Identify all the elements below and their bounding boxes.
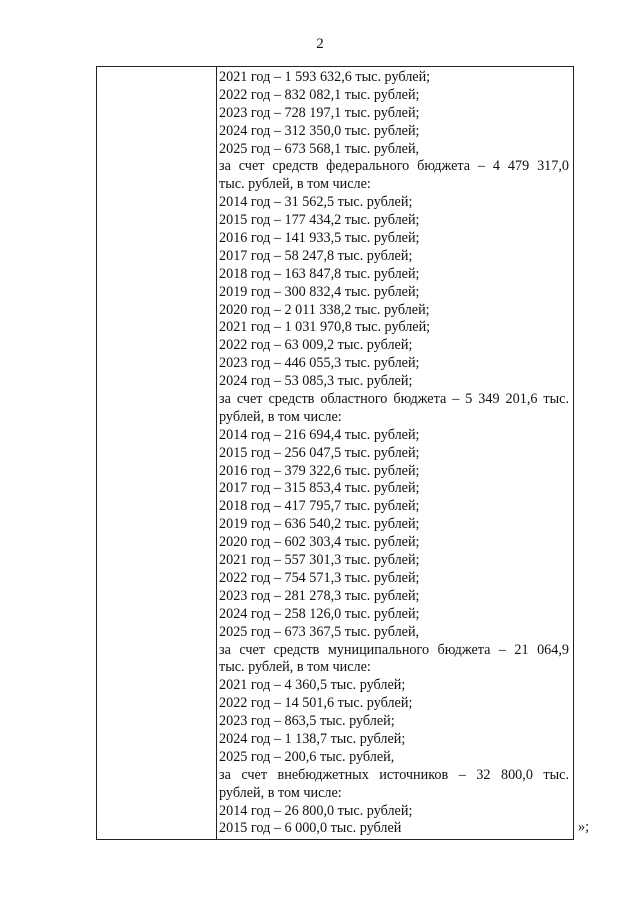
funding-line: 2022 год – 832 082,1 тыс. рублей; [219, 86, 420, 103]
funding-line: тыс. рублей, в том числе: [219, 176, 371, 193]
funding-line: 2025 год – 200,6 тыс. рублей, [219, 748, 395, 765]
funding-line: 2015 год – 6 000,0 тыс. рублей [219, 820, 402, 837]
funding-line: 2014 год – 216 694,4 тыс. рублей; [219, 426, 420, 443]
funding-line: 2016 год – 141 933,5 тыс. рублей; [219, 230, 420, 247]
page-number: 2 [316, 36, 324, 52]
funding-table [96, 66, 574, 840]
funding-line: 2019 год – 636 540,2 тыс. рублей; [219, 516, 420, 533]
funding-line: 2020 год – 2 011 338,2 тыс. рублей; [219, 301, 430, 318]
funding-line: 2015 год – 177 434,2 тыс. рублей; [219, 212, 420, 229]
funding-line: 2025 год – 673 568,1 тыс. рублей, [219, 140, 420, 157]
funding-line: за счет средств федерального бюджета – 4 479 317,0 [219, 158, 569, 175]
funding-line: за счет внебюджетных источников – 32 800,0 тыс. [219, 766, 569, 783]
funding-line: 2024 год – 312 350,0 тыс. рублей; [219, 122, 420, 139]
funding-line: 2015 год – 256 047,5 тыс. рублей; [219, 444, 420, 461]
funding-line: 2020 год – 602 303,4 тыс. рублей; [219, 534, 420, 551]
funding-line: 2023 год – 446 055,3 тыс. рублей; [219, 355, 420, 372]
funding-line: рублей, в том числе: [219, 784, 342, 801]
funding-line: 2016 год – 379 322,6 тыс. рублей; [219, 462, 420, 479]
funding-line: 2025 год – 673 367,5 тыс. рублей, [219, 623, 420, 640]
table-label-cell [97, 67, 217, 839]
funding-line: 2021 год – 557 301,3 тыс. рублей; [219, 552, 420, 569]
closing-quote-mark: »; [578, 819, 590, 835]
funding-line: 2017 год – 58 247,8 тыс. рублей; [219, 247, 413, 264]
funding-details-cell [219, 69, 569, 838]
funding-line: 2014 год – 31 562,5 тыс. рублей; [219, 194, 413, 211]
funding-line: 2018 год – 163 847,8 тыс. рублей; [219, 265, 420, 282]
funding-line: 2024 год – 258 126,0 тыс. рублей; [219, 605, 420, 622]
funding-line: тыс. рублей, в том числе: [219, 659, 371, 676]
funding-line: за счет средств областного бюджета – 5 349 201,6 тыс. [219, 391, 569, 408]
funding-line: 2022 год – 754 571,3 тыс. рублей; [219, 569, 420, 586]
funding-line: 2017 год – 315 853,4 тыс. рублей; [219, 480, 420, 497]
funding-line: 2019 год – 300 832,4 тыс. рублей; [219, 283, 420, 300]
funding-line: 2021 год – 4 360,5 тыс. рублей; [219, 677, 406, 694]
funding-line: за счет средств муниципального бюджета – 21 064,9 [219, 641, 569, 658]
funding-line: рублей, в том числе: [219, 408, 342, 425]
funding-line: 2014 год – 26 800,0 тыс. рублей; [219, 802, 413, 819]
funding-line: 2023 год – 281 278,3 тыс. рублей; [219, 587, 420, 604]
funding-line: 2023 год – 728 197,1 тыс. рублей; [219, 104, 420, 121]
funding-line: 2023 год – 863,5 тыс. рублей; [219, 713, 395, 730]
funding-line: 2021 год – 1 593 632,6 тыс. рублей; [219, 69, 431, 85]
funding-line: 2022 год – 63 009,2 тыс. рублей; [219, 337, 413, 354]
funding-line: 2024 год – 1 138,7 тыс. рублей; [219, 730, 406, 747]
funding-line: 2022 год – 14 501,6 тыс. рублей; [219, 695, 413, 712]
funding-line: 2018 год – 417 795,7 тыс. рублей; [219, 498, 420, 515]
funding-line: 2021 год – 1 031 970,8 тыс. рублей; [219, 319, 431, 336]
funding-line: 2024 год – 53 085,3 тыс. рублей; [219, 373, 413, 390]
